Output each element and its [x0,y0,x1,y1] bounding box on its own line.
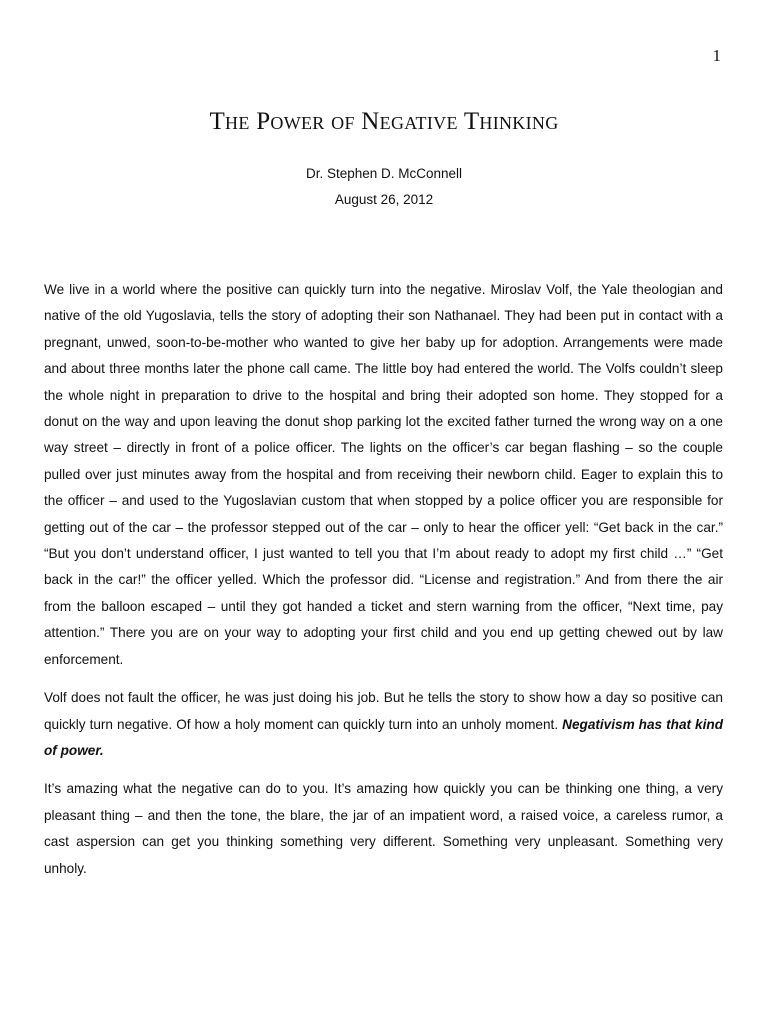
paragraph-1: We live in a world where the positive can quickly turn into the negative. Miroslav Volf, the Yale theologian and native of the old Yugoslavia, tells the story of adopting their son Nathanael. They had been put in contact with a pregnant, unwed, soon-to-be-mother who wanted to give her baby up for adoption. Arrangements were made and about three months later the phone call came. The little boy had entered the world. The Volfs couldn’t sleep the whole night in preparation to drive to the hospital and bring their adopted son home. They stopped for a donut on the way and upon leaving the donut shop parking lot the excited father turned the wrong way on a one way street – directly in front of a police officer. The lights on the officer’s car began flashing – so the couple pulled over just minutes away from the hospital and from receiving their newborn child. Eager to explain this to the officer – and used to the Yugoslavian custom that when stopped by a police officer you are responsible for getting out of the car – the professor stepped out of the car – only to hear the officer yell: “Get back in the car.” “But you don’t understand officer, I just wanted to tell you that I’m about ready to adopt my first child …” “Get back in the car!” the officer yelled. Which the professor did. “License and registration.” And from there the air from the balloon escaped – until they got handed a ticket and stern warning from the officer, “Next time, pay attention.” There you are on your way to adopting your first child and you end up getting chewed out by law enforcement. [44,282,723,667]
page-number: 1 [712,46,721,65]
paragraph-2-text: Volf does not fault the officer, he was just doing his job. But he tells the story to show how a day so positive can quickly turn negative. Of how a holy moment can quickly turn into an unholy moment. [44,690,723,732]
document-title: The Power of Negative Thinking [209,108,559,135]
paragraph-2-emphasis: Negativism has that kind of power. [44,716,723,758]
paragraph-3: It’s amazing what the negative can do to you. It’s amazing how quickly you can be thinking one thing, a very pleasant thing – and then the tone, the blare, the jar of an impatient word, a raised voice, a careless rumor, a cast aspersion can get you thinking something very different. Something very unpleasant. Something very unholy. [44,781,723,876]
date-line: August 26, 2012 [334,192,434,207]
body-text [44,277,723,894]
paragraph-2 [44,685,723,764]
author-line: Dr. Stephen D. McConnell [305,166,463,181]
